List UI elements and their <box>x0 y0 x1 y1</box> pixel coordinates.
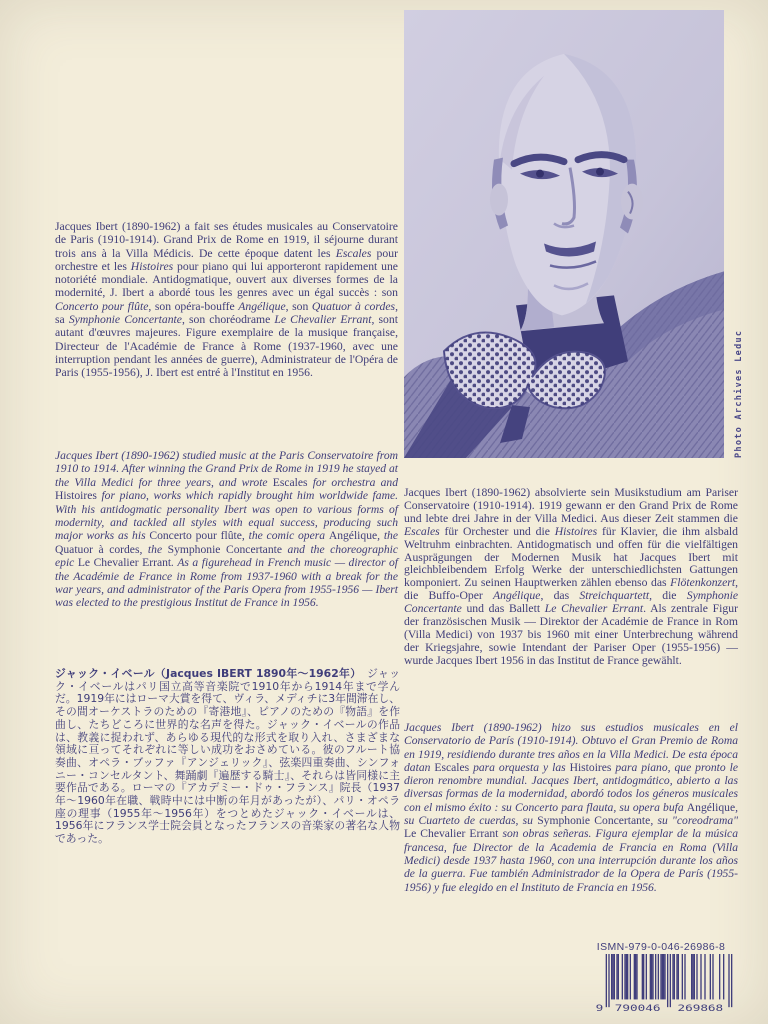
bio-japanese <box>55 668 400 846</box>
bio-french-text: Jacques Ibert (1890-1962) a fait ses études musicales au Conservatoire de Paris (1910-1914). Grand Prix de Rome en 1919, il séjourne durant trois ans à la Villa Médicis. De cette époque datent les Escales pour orchestre et les Histoires pour piano qui lui apporteront rapidement une notoriété mondiale. Antidogmatique, ouvert aux diverses formes de la modernité, J. Ibert a abordé tous les genres avec un égal succès : son Concerto pour flûte, son opéra-bouffe Angélique, son Quatuor à cordes, sa Symphonie Concertante, son choréodrame Le Chevalier Errant, sont autant d'œuvres majeures. Figure exemplaire de la musique française, Directeur de l'Académie de France à Rome (1937-1960, avec une interruption pendant les années de guerre), Administrateur de l'Opéra de Paris (1955-1956), J. Ibert est entré à l'Institut en 1956. <box>55 220 398 380</box>
barcode-digits-left: 790046 <box>614 1002 661 1012</box>
bio-english-text: Jacques Ibert (1890-1962) studied music at the Paris Conservatoire from 1910 to 1914. After winning the Grand Prix de Rome in 1919 he stayed at the Villa Medici for three years, and wrote Escales for orchestra and Histoires for piano, works which rapidly brought him worldwide fame. With his antidogmatic personality Ibert was open to various forms of modernity, and tackled all styles with equal success, producing such major works as his Concerto pour flûte, the comic opera Angélique, the Quatuor à cordes, the Symphonie Concertante and the choreographic epic Le Chevalier Errant. As a figurehead in French music — director of the Académie de France in Rome from 1937-1960 with a break for the war years, and administrator of the Paris Opera from 1955-1956 — Ibert was elected to the prestigious Institut de France in 1956. <box>55 449 398 610</box>
bio-spanish <box>404 721 738 894</box>
portrait-illustration <box>404 10 724 458</box>
barcode-digit-system: 9 <box>595 1002 604 1012</box>
bio-japanese-heading: ジャック・イベール（Jacques IBERT 1890年～1962年） <box>55 667 356 680</box>
ismn-label: ISMN-979-0-046-26986-8 <box>596 941 726 953</box>
bio-spanish-text: Jacques Ibert (1890-1962) hizo sus estudios musicales en el Conservatorio de París (1910-1914). Obtuvo el Gran Premio de Roma en 1919, residiendo durante tres años en la Villa Medici. De esta época datan Escales para orquesta y las Histoires para piano, que pronto le dieron renombre mundial. Jacques Ibert, antidogmático, abierto a las diversas formas de la modernidad, abordó todos los géneros musicales con el mismo éxito : su Concerto para flauta, su opera bufa Angélique, su Cuarteto de cuerdas, su Symphonie Concertante, su "coreodrama" Le Chevalier Errant son obras señeras. Figura ejemplar de la música francesa, fue Director de la Academia de Francia en Roma (Villa Medici) desde 1937 hasta 1960, con una interrupción durante los años de la guerra. Fue también Administrador de la Opera de París (1955-1956) y fue elegido en el Instituto de Francia en 1956. <box>404 721 739 894</box>
barcode-block <box>583 941 739 1012</box>
ean13-barcode <box>595 954 735 1012</box>
bio-english <box>55 449 398 610</box>
bio-japanese-text <box>55 668 400 846</box>
bio-japanese-body: ジャック・イベールはパリ国立高等音楽院で1910年から1914年まで学んだ。1919年にはローマ大賞を得て、ヴィラ、メディチに3年間滞在し、その間オーケストラのための『寄港地』、ピアノのための『物語』を作曲し、たちどころに世界的な名声を得た。ジャック・イベールの作品は、教義に捉われず、あらゆる現代的な形式を取り入れ、さまざまな領域に亘ってそれぞれに等しい成功をおさめている。彼のフルート協奏曲、オペラ・ブッファ『アンジェリック』、弦楽四重奏曲、シンフォニー・コンセルタント、舞踊劇『遍歴する騎士』、それらは皆同様に主要作品である。ローマの『アカデミー・ドゥ・フランス』院長（1937年～1960年在職、戦時中には中断の年月があったが）、パリ・オペラ座の理事（1955年～1956年）をつとめたジャック・イベールは、1956年にフランス学士院会員となったフランスの音楽家の著名な人物であった。 <box>55 667 400 846</box>
photo-credit: Photo Archives Leduc <box>734 329 744 458</box>
bio-german-text: Jacques Ibert (1890-1962) absolvierte sein Musikstudium am Pariser Conservatoire (1910-1914). 1919 gewann er den Grand Prix de Rome und lebte drei Jahre in der Villa Medici. Aus dieser Zeit stammen die Escales für Orchester und die Histoires für Klavier, die ihm alsbald Weltruhm einbrachten. Antidogmatisch und offen für die vielfältigen Ausprägungen der Modernen Musik hat Jacques Ibert mit gleichbleibendem Erfolg Werke der unterschiedlichsten Gattungen komponiert. Zu seinen Hauptwerken zählen ebenso das Flötenkonzert, die Buffo-Oper Angélique, das Streichquartett, die Symphonie Concertante und das Ballett Le Chevalier Errant. Als zentrale Figur der französischen Musik — Direktor der Académie de France in Rom (Villa Medici) von 1937 bis 1960 mit einer Unterbrechung während der Kriegsjahre, sowie Intendant der Pariser Oper (1955-1956) — wurde Jacques Ibert 1956 in das Institut de France gewählt. <box>404 486 739 667</box>
portrait-photo <box>404 10 724 458</box>
bio-french <box>55 220 398 380</box>
barcode-digits-right: 269868 <box>677 1002 724 1012</box>
bio-german <box>404 487 738 668</box>
